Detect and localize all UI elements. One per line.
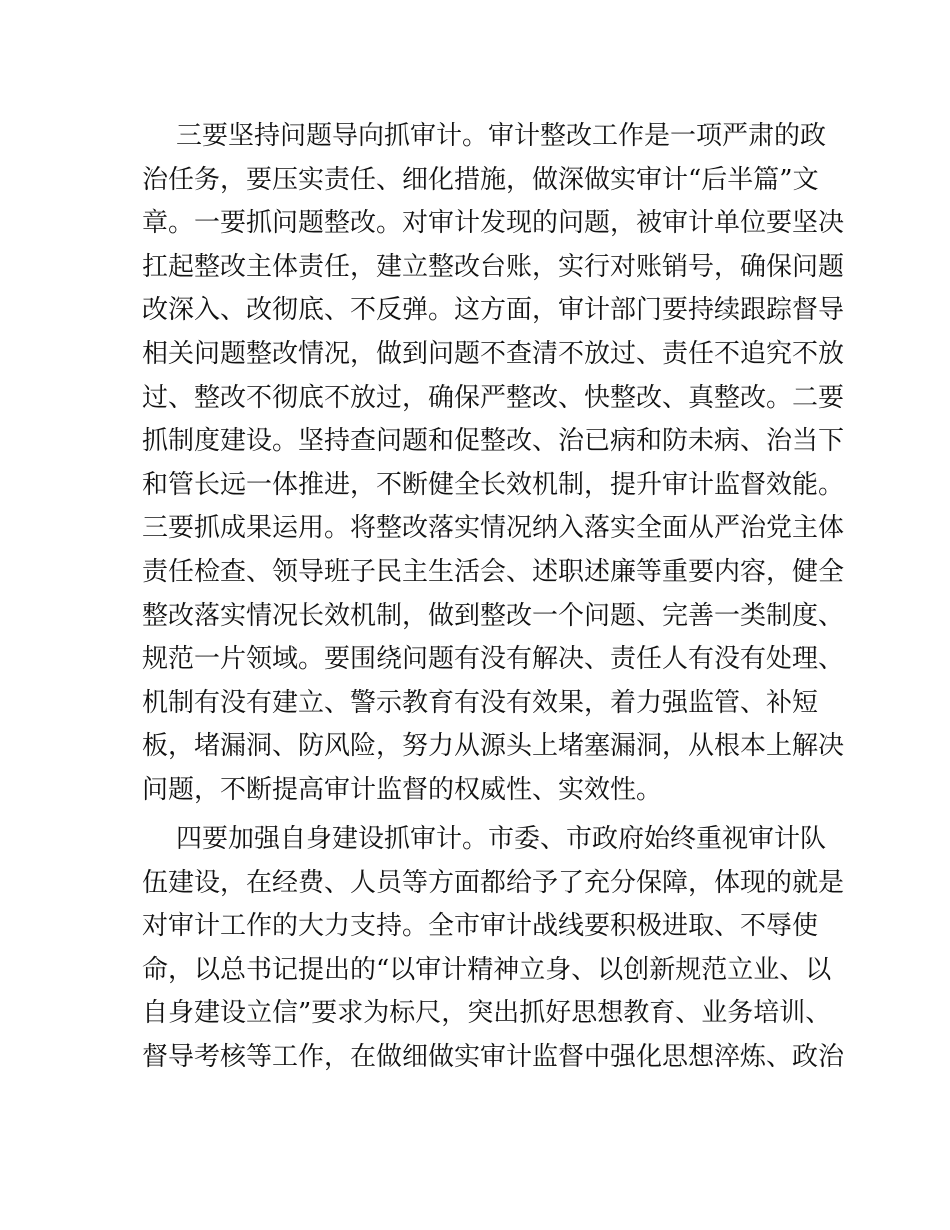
paragraph-self-building — [142, 818, 845, 1080]
text-line: 责任检查、领导班子民主生活会、述职述廉等重要内容，健全 — [142, 556, 845, 587]
text-line: 相关问题整改情况，做到问题不查清不放过、责任不追究不放 — [142, 338, 845, 369]
text-line: 机制有没有建立、警示教育有没有效果，着力强监管、补短 — [142, 687, 819, 718]
text-line: 三要坚持问题导向抓审计。审计整改工作是一项严肃的政 — [176, 121, 827, 151]
text-line: 自身建设立信”要求为标尺，突出抓好思想教育、业务培训、 — [142, 998, 832, 1029]
text-line: 扛起整改主体责任，建立整改台账，实行对账销号，确保问题 — [142, 251, 845, 282]
text-line: 抓制度建设。坚持查问题和促整改、治已病和防未病、治当下 — [142, 426, 845, 457]
text-line: 问题，不断提高审计监督的权威性、实效性。 — [142, 774, 663, 805]
text-line: 规范一片领域。要围绕问题有没有解决、责任人有没有处理、 — [142, 644, 845, 675]
text-line: 板，堵漏洞、防风险，努力从源头上堵塞漏洞，从根本上解决 — [142, 731, 845, 762]
text-line: 督导考核等工作，在做细做实审计监督中强化思想淬炼、政治 — [142, 1041, 845, 1072]
text-line: 章。一要抓问题整改。对审计发现的问题，被审计单位要坚决 — [142, 208, 845, 239]
text-line: 命，以总书记提出的“以审计精神立身、以创新规范立业、以 — [142, 954, 832, 985]
text-line: 治任务，要压实责任、细化措施，做深做实审计“后半篇”文 — [142, 164, 819, 195]
paragraph-audit-rectification — [142, 115, 845, 813]
text-line: 四要加强自身建设抓审计。市委、市政府始终重视审计队 — [176, 824, 827, 854]
text-line: 三要抓成果运用。将整改落实情况纳入落实全面从严治党主体 — [142, 513, 845, 544]
text-line: 整改落实情况长效机制，做到整改一个问题、完善一类制度、 — [142, 600, 845, 631]
text-line: 伍建设，在经费、人员等方面都给予了充分保障，体现的就是 — [142, 867, 845, 898]
text-line: 和管长远一体推进，不断健全长效机制，提升审计监督效能。 — [142, 469, 845, 500]
text-line: 改深入、改彻底、不反弹。这方面，审计部门要持续跟踪督导 — [142, 295, 845, 326]
text-line: 过、整改不彻底不放过，确保严整改、快整改、真整改。二要 — [142, 382, 845, 413]
text-line: 对审计工作的大力支持。全市审计战线要积极进取、不辱使 — [142, 911, 819, 942]
